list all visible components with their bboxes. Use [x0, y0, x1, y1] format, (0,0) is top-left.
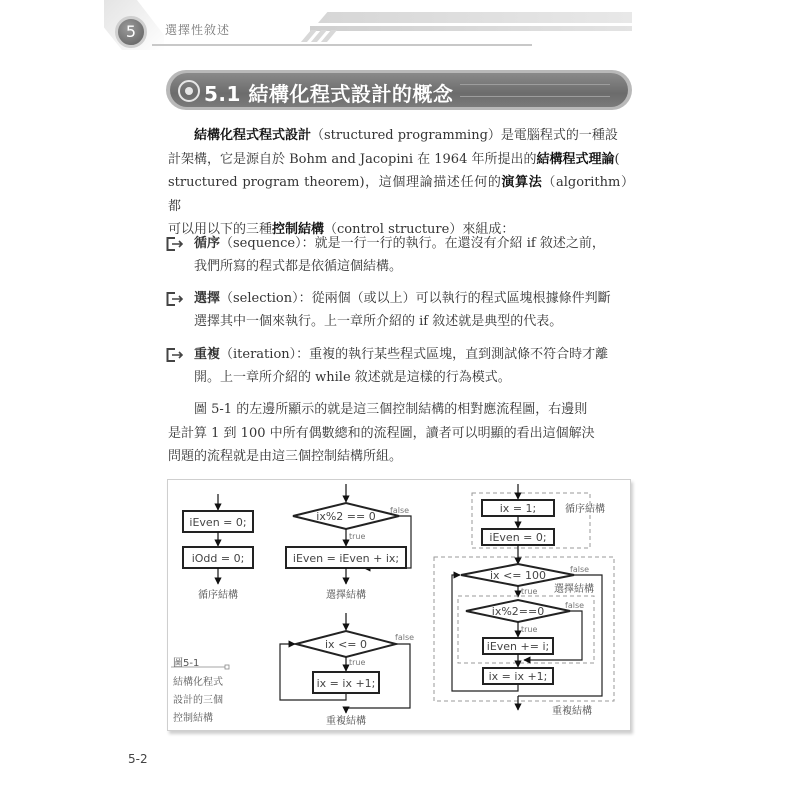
arrow-right-bracket-icon: [166, 348, 184, 362]
sequence-flowchart: [183, 494, 253, 601]
chapter-number-badge: 5: [115, 16, 147, 48]
svg-text:ix = ix +1;: ix = ix +1;: [316, 677, 376, 690]
label-sequence: 循序結構: [198, 590, 238, 601]
term-structured-programming: 結構化程式程式設計: [194, 128, 312, 143]
svg-text:false: false: [390, 506, 410, 515]
svg-text:true: true: [349, 532, 366, 541]
svg-text:false: false: [570, 565, 590, 574]
term-control-structure: 控制結構: [272, 222, 325, 237]
svg-text:ix <= 100: ix <= 100: [490, 569, 546, 582]
page-number: 5-2: [128, 752, 148, 766]
figure-caption-line: 結構化程式: [173, 677, 223, 688]
section-title: 5.1 結構化程式設計的概念: [204, 82, 454, 106]
header-underline: [152, 44, 532, 46]
figure-caption-number: 圖5-1: [173, 658, 200, 669]
chapter-title: 選擇性敘述: [165, 23, 231, 37]
svg-text:ix%2==0: ix%2==0: [491, 605, 545, 618]
svg-text:iEven += i;: iEven += i;: [486, 640, 550, 653]
svg-text:ix <= 0: ix <= 0: [325, 638, 367, 651]
label-selection: 選擇結構: [326, 590, 366, 601]
svg-text:true: true: [521, 587, 538, 596]
arrow-right-bracket-icon: [166, 237, 184, 251]
label-example-iteration: 重複結構: [552, 706, 592, 717]
svg-text:true: true: [349, 658, 366, 667]
label-iteration: 重複結構: [326, 716, 366, 727]
svg-text:ix%2 == 0: ix%2 == 0: [316, 510, 376, 523]
iteration-flowchart: [280, 613, 414, 727]
svg-text:iEven = iEven + ix;: iEven = iEven + ix;: [292, 552, 400, 565]
header-bar-decoration: [318, 12, 632, 23]
label-example-selection: 選擇結構: [554, 584, 594, 595]
header-bar-decoration: [310, 26, 632, 31]
figure-5-1: [167, 479, 631, 731]
selection-flowchart: [286, 484, 411, 601]
intro-paragraph: 結構化程式程式設計（structured programming）是電腦程式的一種設 計架構，它是源自於 Bohm and Jacopini 在 1964 年所提出的結構程式理論( structured program theorem)，這個理論描述任何的演算法（algorithm）都 可以用以下的三種控制結構（control structure）來組成：: [168, 128, 634, 237]
even-sum-flowchart: [434, 484, 614, 717]
svg-text:ix = 1;: ix = 1;: [499, 502, 537, 515]
svg-text:true: true: [521, 625, 538, 634]
svg-text:iOdd = 0;: iOdd = 0;: [191, 552, 245, 565]
label-example-sequence: 循序結構: [565, 504, 605, 515]
svg-text:iEven = 0;: iEven = 0;: [489, 531, 547, 544]
arrow-right-bracket-icon: [166, 292, 184, 306]
svg-text:ix = ix +1;: ix = ix +1;: [488, 670, 548, 683]
page-header: [0, 0, 800, 50]
term-structured-program-theorem: 結構程式理論: [536, 151, 615, 167]
svg-text:iEven = 0;: iEven = 0;: [189, 516, 247, 529]
term-algorithm: 演算法: [501, 175, 543, 190]
target-circle-icon: [178, 80, 200, 102]
flowchart-diagram: [168, 480, 630, 730]
svg-text:false: false: [395, 633, 415, 642]
svg-text:false: false: [565, 601, 585, 610]
figure-paragraph: 圖 5-1 的左邊所顯示的就是這三個控制結構的相對應流程圖，右邊則 是計算 1 到 100 中所有偶數總和的流程圖，讀者可以明顯的看出這個解決 問題的流程就是由這三個控制結構所組。: [168, 402, 595, 464]
figure-caption-line: 設計的三個: [173, 695, 223, 706]
figure-caption-line: 控制結構: [173, 713, 213, 724]
